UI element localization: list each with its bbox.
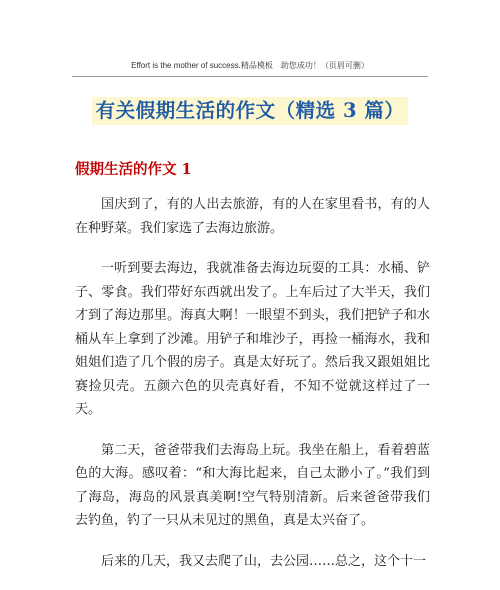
essay-body	[75, 193, 430, 590]
page-header-text: Effort is the mother of success.精品模板 助您成功！（页眉可删）	[131, 61, 369, 70]
document-title-text: 有关假期生活的作文（精选 3 篇）	[92, 97, 409, 125]
header-divider	[72, 76, 428, 77]
document-title	[0, 97, 500, 125]
paragraph: 后来的几天，我又去爬了山，去公园……总之，这个十一	[101, 553, 427, 569]
paragraph: 一听到要去海边，我就准备去海边玩耍的工具：水桶、铲子、零食。我们带好东西就出发了。上车后过了大半天，我们才到了海边那里。海真大啊！一眼望不到头，我们把铲子和水桶从车上拿到了沙滩。用铲子和堆沙子，再捡一桶海水，我和姐姐们造了几个假的房子。真是太好玩了。然后我又跟姐姐比赛捡贝壳。五颜六色的贝壳真好看，不知不觉就这样过了一天。	[75, 261, 430, 417]
section-heading: 假期生活的作文 1	[75, 161, 192, 178]
paragraph: 国庆到了，有的人出去旅游，有的人在家里看书，有的人在种野菜。我们家选了去海边旅游。	[75, 197, 430, 236]
paragraph: 第二天，爸爸带我们去海岛上玩。我坐在船上，看着碧蓝色的大海。感叹着：“和大海比起来，自己太渺小了。”我们到了海岛，海岛的风景真美啊!空气特别清新。后来爸爸带我们去钓鱼，钓了一只从未见过的黑鱼，真是太兴奋了。	[75, 442, 430, 528]
